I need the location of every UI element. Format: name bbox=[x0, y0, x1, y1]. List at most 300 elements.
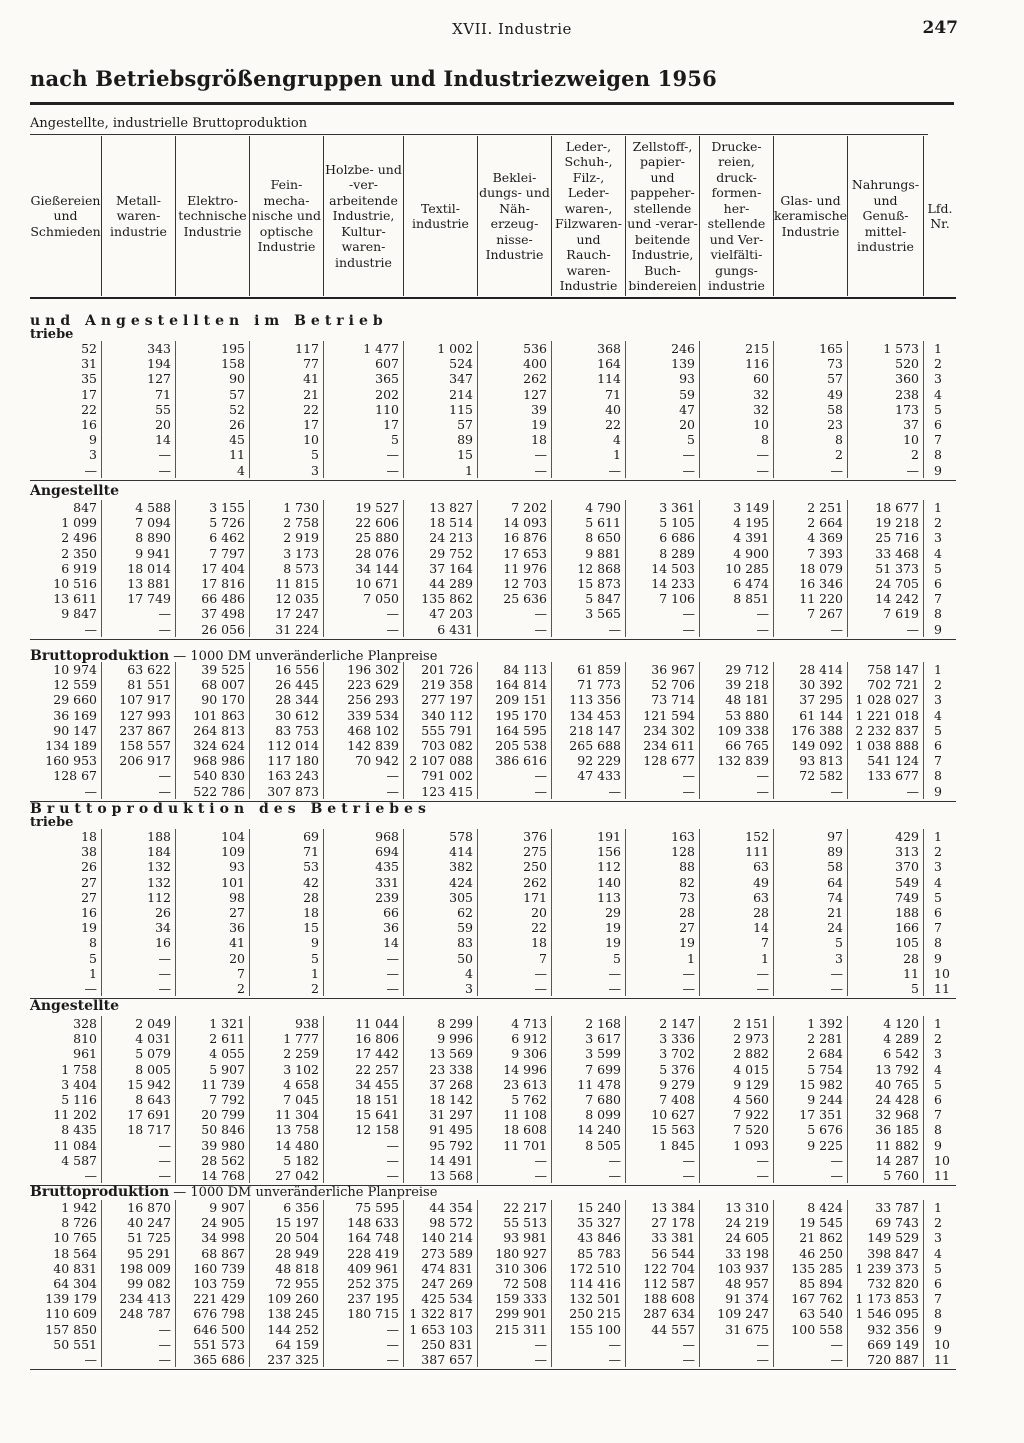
table-cell: 9 279 bbox=[626, 1077, 700, 1092]
section-title-text: Bruttoproduktion bbox=[30, 648, 170, 664]
table-cell: 144 252 bbox=[250, 1322, 324, 1337]
table-cell: 58 bbox=[774, 859, 848, 874]
table-cell: 7 699 bbox=[552, 1062, 626, 1077]
table-cell: 27 bbox=[30, 890, 102, 905]
column-header-13: Lfd. Nr. bbox=[927, 200, 953, 231]
table-cell: 14 996 bbox=[478, 1062, 552, 1077]
table-cell: 139 179 bbox=[30, 1291, 102, 1306]
table-cell: 12 158 bbox=[324, 1122, 404, 1137]
table-cell: 41 bbox=[176, 935, 250, 950]
table-cell: 72 582 bbox=[774, 768, 848, 783]
table-cell: 62 bbox=[404, 905, 478, 920]
table-cell: — bbox=[626, 606, 700, 621]
table-cell: 39 525 bbox=[176, 662, 250, 677]
table-cell: 30 392 bbox=[774, 677, 848, 692]
table-cell: 29 bbox=[552, 905, 626, 920]
column-header-8: Leder-, Schuh-, Filz-, Leder-waren-, Filzwaren- und Rauch-waren-Industrie bbox=[552, 136, 626, 296]
table-cell: 16 bbox=[30, 905, 102, 920]
table-cell: 71 bbox=[250, 844, 324, 859]
table-cell: 17 653 bbox=[478, 546, 552, 561]
table-cell: — bbox=[774, 622, 848, 637]
table-cell: 522 786 bbox=[176, 784, 250, 799]
table-cell: 32 968 bbox=[848, 1107, 924, 1122]
table-cell: — bbox=[30, 784, 102, 799]
table-cell: 37 295 bbox=[774, 692, 848, 707]
table-cell: 5 bbox=[848, 981, 924, 996]
table-cell: 149 092 bbox=[774, 738, 848, 753]
running-header: XVII. Industrie bbox=[452, 20, 572, 38]
table-cell: 7 680 bbox=[552, 1092, 626, 1107]
table-cell: 24 213 bbox=[404, 530, 478, 545]
table-cell: — bbox=[478, 622, 552, 637]
table-cell: 7 050 bbox=[324, 591, 404, 606]
table-cell: 6 686 bbox=[626, 530, 700, 545]
table-cell: 215 311 bbox=[478, 1322, 552, 1337]
table-cell: 25 880 bbox=[324, 530, 404, 545]
table-row bbox=[30, 1092, 956, 1107]
table-cell: 91 374 bbox=[700, 1291, 774, 1306]
table-cell: 9 881 bbox=[552, 546, 626, 561]
table-cell: 2 bbox=[848, 447, 924, 462]
table-cell: 73 bbox=[626, 890, 700, 905]
table-cell: 3 173 bbox=[250, 546, 324, 561]
row-number: 11 bbox=[934, 1351, 950, 1367]
table-cell: 128 bbox=[626, 844, 700, 859]
table-cell: 163 243 bbox=[250, 768, 324, 783]
table-cell: 400 bbox=[478, 356, 552, 371]
table-cell: 938 bbox=[250, 1016, 324, 1031]
table-cell: 17 bbox=[324, 417, 404, 432]
table-cell: 49 bbox=[774, 387, 848, 402]
table-row bbox=[30, 753, 956, 768]
table-cell: 142 839 bbox=[324, 738, 404, 753]
table-cell: 160 739 bbox=[176, 1261, 250, 1276]
table-cell: 8 099 bbox=[552, 1107, 626, 1122]
table-cell: 5 726 bbox=[176, 515, 250, 530]
table-cell: 1 546 095 bbox=[848, 1306, 924, 1321]
table-cell: 4 120 bbox=[848, 1016, 924, 1031]
table-row bbox=[30, 530, 956, 545]
table-cell: — bbox=[774, 981, 848, 996]
table-cell: 39 980 bbox=[176, 1138, 250, 1153]
table-cell: — bbox=[102, 1322, 176, 1337]
table-cell: 3 bbox=[30, 447, 102, 462]
table-cell: 340 112 bbox=[404, 708, 478, 723]
table-cell: 36 bbox=[324, 920, 404, 935]
table-cell: 115 bbox=[404, 402, 478, 417]
table-cell: 11 bbox=[176, 447, 250, 462]
table-cell: 15 982 bbox=[774, 1077, 848, 1092]
row-number: 9 bbox=[934, 783, 942, 799]
table-cell: 13 611 bbox=[30, 591, 102, 606]
table-cell: — bbox=[102, 981, 176, 996]
table-row bbox=[30, 1062, 956, 1077]
table-row bbox=[30, 829, 956, 844]
table-cell: 20 bbox=[626, 417, 700, 432]
table-cell: 549 bbox=[848, 875, 924, 890]
table-cell: 8 890 bbox=[102, 530, 176, 545]
table-cell: 73 bbox=[774, 356, 848, 371]
table-cell: 1 321 bbox=[176, 1016, 250, 1031]
table-cell: 24 705 bbox=[848, 576, 924, 591]
table-cell: 6 912 bbox=[478, 1031, 552, 1046]
section-subtitle: triebe bbox=[30, 327, 74, 342]
table-row bbox=[30, 951, 956, 966]
table-cell: 1 777 bbox=[250, 1031, 324, 1046]
table-cell: — bbox=[552, 463, 626, 478]
table-cell: 15 bbox=[404, 447, 478, 462]
table-cell: 8 299 bbox=[404, 1016, 478, 1031]
table-cell: 48 818 bbox=[250, 1261, 324, 1276]
table-cell: 24 905 bbox=[176, 1215, 250, 1230]
table-cell: 474 831 bbox=[404, 1261, 478, 1276]
table-cell: 12 868 bbox=[552, 561, 626, 576]
table-cell: 12 035 bbox=[250, 591, 324, 606]
section-rule bbox=[30, 480, 956, 481]
table-cell: 39 218 bbox=[700, 677, 774, 692]
table-cell: 4 289 bbox=[848, 1031, 924, 1046]
table-cell: — bbox=[700, 966, 774, 981]
table-cell: 21 862 bbox=[774, 1230, 848, 1245]
table-cell: 14 768 bbox=[176, 1168, 250, 1183]
row-number: 8 bbox=[934, 1306, 942, 1322]
row-number: 6 bbox=[934, 575, 942, 591]
table-cell: 33 198 bbox=[700, 1246, 774, 1261]
table-cell: 5 760 bbox=[848, 1168, 924, 1183]
table-cell: 32 bbox=[700, 387, 774, 402]
table-cell: — bbox=[478, 463, 552, 478]
table-cell: 370 bbox=[848, 859, 924, 874]
table-cell: 25 716 bbox=[848, 530, 924, 545]
row-number: 9 bbox=[934, 462, 942, 478]
table-cell: 30 612 bbox=[250, 708, 324, 723]
table-cell: 1 392 bbox=[774, 1016, 848, 1031]
table-cell: 90 bbox=[176, 371, 250, 386]
table-cell: 339 534 bbox=[324, 708, 404, 723]
table-row bbox=[30, 387, 956, 402]
table-cell: 114 bbox=[552, 371, 626, 386]
table-cell: 11 220 bbox=[774, 591, 848, 606]
table-cell: 11 478 bbox=[552, 1077, 626, 1092]
table-cell: 4 713 bbox=[478, 1016, 552, 1031]
table-cell: 89 bbox=[404, 432, 478, 447]
table-cell: 4 658 bbox=[250, 1077, 324, 1092]
table-cell: — bbox=[626, 1337, 700, 1352]
column-header-11: Glas- und keramische Industrie bbox=[774, 136, 848, 296]
table-cell: 113 356 bbox=[552, 692, 626, 707]
table-cell: 607 bbox=[324, 356, 404, 371]
table-cell: 7 792 bbox=[176, 1092, 250, 1107]
row-number: 1 bbox=[934, 662, 942, 677]
row-number: 4 bbox=[934, 1245, 942, 1261]
table-cell: 51 373 bbox=[848, 561, 924, 576]
table-cell: 791 002 bbox=[404, 768, 478, 783]
table-row bbox=[30, 859, 956, 874]
table-cell: 3 404 bbox=[30, 1077, 102, 1092]
table-cell: 1 730 bbox=[250, 500, 324, 515]
row-number: 7 bbox=[934, 1291, 942, 1307]
table-cell: 4 900 bbox=[700, 546, 774, 561]
table-cell: 206 917 bbox=[102, 753, 176, 768]
table-cell: 18 bbox=[250, 905, 324, 920]
table-cell: 60 bbox=[700, 371, 774, 386]
table-cell: 50 bbox=[404, 951, 478, 966]
row-number: 7 bbox=[934, 1107, 942, 1123]
table-cell: 720 887 bbox=[848, 1352, 924, 1367]
table-cell: 3 102 bbox=[250, 1062, 324, 1077]
table-cell: 19 bbox=[552, 920, 626, 935]
row-number: 5 bbox=[934, 401, 942, 417]
table-cell: 149 529 bbox=[848, 1230, 924, 1245]
section-title-text: Bruttoproduktion bbox=[30, 1184, 170, 1200]
table-cell: 123 415 bbox=[404, 784, 478, 799]
table-cell: — bbox=[30, 1352, 102, 1367]
table-cell: 26 056 bbox=[176, 622, 250, 637]
table-cell: 5 376 bbox=[626, 1062, 700, 1077]
table-cell: 536 bbox=[478, 341, 552, 356]
table-cell: 12 559 bbox=[30, 677, 102, 692]
table-cell: — bbox=[102, 622, 176, 637]
table-cell: 2 496 bbox=[30, 530, 102, 545]
table-cell: — bbox=[848, 784, 924, 799]
table-cell: — bbox=[102, 606, 176, 621]
table-cell: — bbox=[324, 1138, 404, 1153]
row-number: 5 bbox=[934, 889, 942, 905]
table-cell: 32 bbox=[700, 402, 774, 417]
table-cell: 3 361 bbox=[626, 500, 700, 515]
table-cell: 424 bbox=[404, 875, 478, 890]
table-row bbox=[30, 981, 956, 996]
table-row bbox=[30, 1322, 956, 1337]
table-cell: 9 244 bbox=[774, 1092, 848, 1107]
table-row bbox=[30, 844, 956, 859]
table-cell: 19 527 bbox=[324, 500, 404, 515]
table-cell: 16 346 bbox=[774, 576, 848, 591]
table-cell: 28 414 bbox=[774, 662, 848, 677]
table-cell: 50 551 bbox=[30, 1337, 102, 1352]
table-cell: 13 568 bbox=[404, 1168, 478, 1183]
row-number: 8 bbox=[934, 1122, 942, 1138]
table-cell: 93 bbox=[176, 859, 250, 874]
table-cell: 68 867 bbox=[176, 1246, 250, 1261]
table-cell: 234 413 bbox=[102, 1291, 176, 1306]
table-cell: 15 641 bbox=[324, 1107, 404, 1122]
row-number: 4 bbox=[934, 707, 942, 723]
table-cell: 328 bbox=[30, 1016, 102, 1031]
table-cell: 961 bbox=[30, 1046, 102, 1061]
row-number: 4 bbox=[934, 874, 942, 890]
table-cell: 646 500 bbox=[176, 1322, 250, 1337]
row-number: 7 bbox=[934, 591, 942, 607]
section-title bbox=[30, 801, 431, 817]
table-cell: 5 bbox=[324, 432, 404, 447]
table-cell: — bbox=[324, 1168, 404, 1183]
section-table bbox=[30, 1200, 956, 1367]
row-number: 6 bbox=[934, 904, 942, 920]
table-cell: 2 049 bbox=[102, 1016, 176, 1031]
table-cell: 398 847 bbox=[848, 1246, 924, 1261]
table-cell: 9 907 bbox=[176, 1200, 250, 1215]
table-cell: 50 846 bbox=[176, 1122, 250, 1137]
table-cell: 40 247 bbox=[102, 1215, 176, 1230]
table-row bbox=[30, 966, 956, 981]
table-cell: 173 bbox=[848, 402, 924, 417]
row-number: 1 bbox=[934, 341, 942, 356]
table-row bbox=[30, 738, 956, 753]
table-cell: 22 606 bbox=[324, 515, 404, 530]
table-cell: 262 bbox=[478, 875, 552, 890]
table-cell: 194 bbox=[102, 356, 176, 371]
table-row bbox=[30, 692, 956, 707]
row-number: 1 bbox=[934, 829, 942, 844]
table-cell: 63 bbox=[700, 890, 774, 905]
table-cell: — bbox=[30, 622, 102, 637]
table-cell: 25 636 bbox=[478, 591, 552, 606]
table-cell: 24 bbox=[774, 920, 848, 935]
table-cell: 256 293 bbox=[324, 692, 404, 707]
table-cell: 111 bbox=[700, 844, 774, 859]
table-cell: 35 327 bbox=[552, 1215, 626, 1230]
table-cell: 7 094 bbox=[102, 515, 176, 530]
table-row bbox=[30, 1153, 956, 1168]
table-cell: 250 831 bbox=[404, 1337, 478, 1352]
table-cell: 1 002 bbox=[404, 341, 478, 356]
table-cell: 18 717 bbox=[102, 1122, 176, 1137]
table-cell: 435 bbox=[324, 859, 404, 874]
table-cell: 37 164 bbox=[404, 561, 478, 576]
table-cell: 10 bbox=[250, 432, 324, 447]
table-cell: — bbox=[700, 768, 774, 783]
table-cell: 1 239 373 bbox=[848, 1261, 924, 1276]
table-cell: — bbox=[848, 622, 924, 637]
table-cell: 10 765 bbox=[30, 1230, 102, 1245]
table-cell: 138 245 bbox=[250, 1306, 324, 1321]
table-cell: 33 381 bbox=[626, 1230, 700, 1245]
table-cell: 24 605 bbox=[700, 1230, 774, 1245]
table-cell: — bbox=[324, 447, 404, 462]
table-cell: 6 431 bbox=[404, 622, 478, 637]
table-cell: 234 611 bbox=[626, 738, 700, 753]
table-cell: 63 540 bbox=[774, 1306, 848, 1321]
table-cell: 35 bbox=[30, 371, 102, 386]
table-cell: 85 783 bbox=[552, 1246, 626, 1261]
table-cell: 28 bbox=[700, 905, 774, 920]
table-cell: 157 850 bbox=[30, 1322, 102, 1337]
table-cell: 1 845 bbox=[626, 1138, 700, 1153]
table-cell: — bbox=[552, 784, 626, 799]
table-cell: 59 bbox=[626, 387, 700, 402]
table-cell: 13 310 bbox=[700, 1200, 774, 1215]
table-cell: 24 428 bbox=[848, 1092, 924, 1107]
table-cell: 83 753 bbox=[250, 723, 324, 738]
table-cell: 132 bbox=[102, 859, 176, 874]
table-cell: 7 408 bbox=[626, 1092, 700, 1107]
table-cell: 23 bbox=[774, 417, 848, 432]
table-cell: 59 bbox=[404, 920, 478, 935]
table-cell: 8 643 bbox=[102, 1092, 176, 1107]
table-cell: 52 706 bbox=[626, 677, 700, 692]
column-header-row bbox=[30, 136, 956, 296]
table-cell: 55 bbox=[102, 402, 176, 417]
table-cell: — bbox=[700, 981, 774, 996]
table-cell: 15 bbox=[250, 920, 324, 935]
table-cell: 100 558 bbox=[774, 1322, 848, 1337]
table-cell: 14 233 bbox=[626, 576, 700, 591]
table-cell: 121 594 bbox=[626, 708, 700, 723]
header-bottom-rule bbox=[30, 297, 956, 299]
table-cell: 17 247 bbox=[250, 606, 324, 621]
table-cell: 7 267 bbox=[774, 606, 848, 621]
table-cell: 34 144 bbox=[324, 561, 404, 576]
table-cell: 520 bbox=[848, 356, 924, 371]
table-cell: 10 bbox=[700, 417, 774, 432]
table-cell: 159 333 bbox=[478, 1291, 552, 1306]
table-cell: — bbox=[478, 784, 552, 799]
table-cell: 968 986 bbox=[176, 753, 250, 768]
table-cell: 61 859 bbox=[552, 662, 626, 677]
table-cell: 247 269 bbox=[404, 1276, 478, 1291]
table-cell: 246 bbox=[626, 341, 700, 356]
table-cell: 4 015 bbox=[700, 1062, 774, 1077]
table-cell: 376 bbox=[478, 829, 552, 844]
table-cell: 382 bbox=[404, 859, 478, 874]
table-row bbox=[30, 1246, 956, 1261]
table-cell: 195 170 bbox=[478, 708, 552, 723]
table-cell: 11 084 bbox=[30, 1138, 102, 1153]
table-cell: 2 bbox=[774, 447, 848, 462]
table-cell: 551 573 bbox=[176, 1337, 250, 1352]
section-rule bbox=[30, 1369, 956, 1370]
section-table bbox=[30, 500, 956, 637]
table-row bbox=[30, 768, 956, 783]
table-cell: — bbox=[626, 463, 700, 478]
table-row bbox=[30, 432, 956, 447]
row-number: 7 bbox=[934, 920, 942, 936]
table-cell: 66 486 bbox=[176, 591, 250, 606]
table-cell: 3 599 bbox=[552, 1046, 626, 1061]
table-cell: 305 bbox=[404, 890, 478, 905]
row-number: 2 bbox=[934, 515, 942, 531]
table-cell: 28 bbox=[848, 951, 924, 966]
section-table bbox=[30, 1016, 956, 1183]
table-cell: 18 014 bbox=[102, 561, 176, 576]
table-cell: — bbox=[30, 463, 102, 478]
table-cell: 18 564 bbox=[30, 1246, 102, 1261]
table-row bbox=[30, 1107, 956, 1122]
table-cell: 18 142 bbox=[404, 1092, 478, 1107]
table-cell: 9 996 bbox=[404, 1031, 478, 1046]
table-cell: — bbox=[774, 1337, 848, 1352]
table-cell: 13 384 bbox=[626, 1200, 700, 1215]
table-cell: 6 462 bbox=[176, 530, 250, 545]
table-cell: 26 bbox=[102, 905, 176, 920]
table-cell: 53 bbox=[250, 859, 324, 874]
table-cell: 18 bbox=[30, 829, 102, 844]
row-number: 2 bbox=[934, 1215, 942, 1231]
table-cell: 70 942 bbox=[324, 753, 404, 768]
table-cell: 2 168 bbox=[552, 1016, 626, 1031]
row-number: 3 bbox=[934, 859, 942, 875]
table-cell: 95 792 bbox=[404, 1138, 478, 1153]
table-cell: 180 715 bbox=[324, 1306, 404, 1321]
table-cell: — bbox=[324, 981, 404, 996]
table-cell: 1 942 bbox=[30, 1200, 102, 1215]
table-cell: 72 955 bbox=[250, 1276, 324, 1291]
row-number: 10 bbox=[934, 1152, 950, 1168]
table-cell: 3 565 bbox=[552, 606, 626, 621]
table-cell: 4 055 bbox=[176, 1046, 250, 1061]
table-cell: 93 981 bbox=[478, 1230, 552, 1245]
